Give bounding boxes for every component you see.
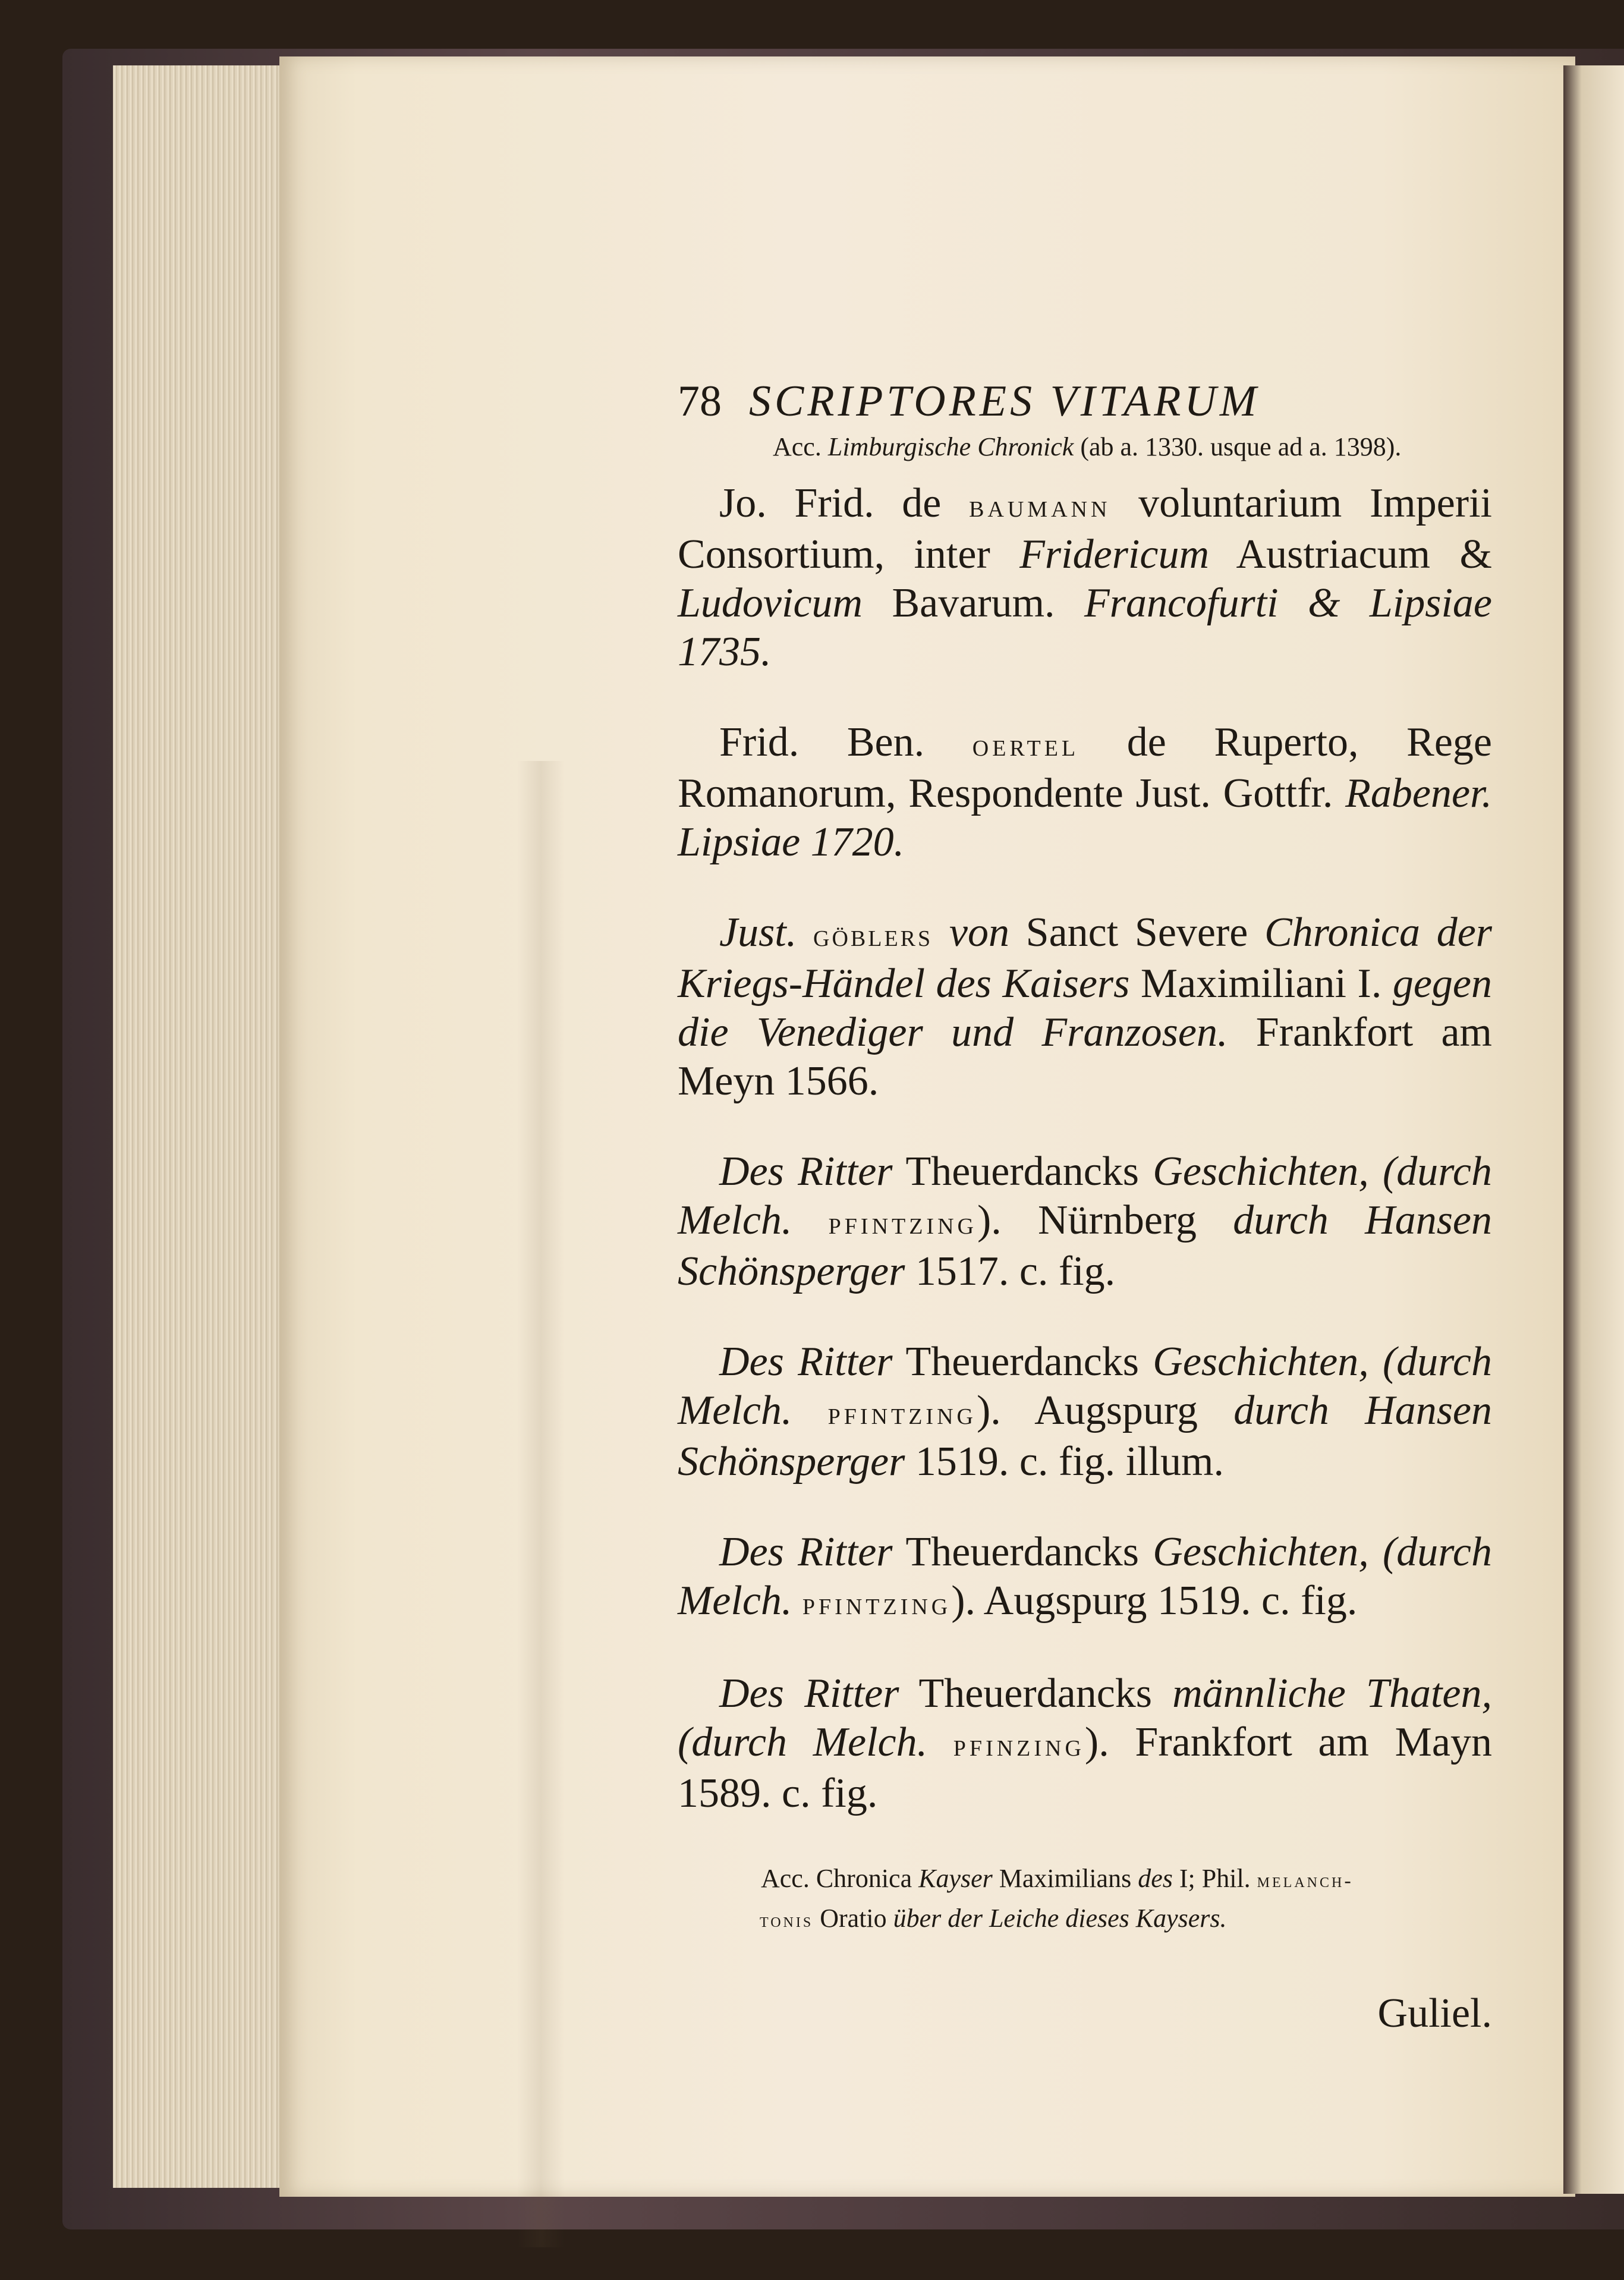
author-name: göblers bbox=[813, 917, 933, 953]
page-number: 78 bbox=[678, 377, 722, 426]
author-name: oertel bbox=[972, 727, 1079, 763]
year-range: (ab a. 1330. usque ad a. 1398). bbox=[1080, 432, 1402, 461]
facing-page-edge bbox=[1563, 65, 1624, 2194]
entry-goebler: Just. göblers von Sanct Severe Chronica der Kriegs-Händel des Kaisers Maximiliani I. gegen die Venediger und Franzosen. Frankfort am Meyn 1566. bbox=[678, 910, 1493, 1104]
author-name: pfinzing bbox=[953, 1726, 1085, 1763]
author-name: pfintzing bbox=[828, 1205, 977, 1241]
acc-label: Acc. bbox=[773, 432, 822, 461]
author-name: pfintzing bbox=[802, 1585, 952, 1621]
author-name: melanch- bbox=[1257, 1869, 1354, 1892]
entry-theuerdanck-1517: Des Ritter Theuerdancks Geschichten, (durch Melch. pfintzing). Nürnberg durch Hansen Schönsperger 1517. c. fig. bbox=[678, 1149, 1493, 1294]
author-name: baumann bbox=[969, 488, 1111, 524]
footnote: Acc. Chronica Kayser Maximilians des I; Phil. melanch- tonis Oratio über der Leiche dieses Kaysers. bbox=[760, 1864, 1354, 1933]
entry-baumann: Jo. Frid. de baumann voluntarium Imperii Consortium, inter Fridericum Austriacum & Ludovicum Bavarum. Francofurti & Lipsiae 1735. bbox=[678, 480, 1492, 675]
page-text bbox=[678, 375, 1492, 2038]
chronicle-title: Limburgische Chronick bbox=[827, 432, 1074, 461]
entry-theuerdanck-1589: Des Ritter Theuerdancks männliche Thaten, (durch Melch. pfinzing). Frankfort am Mayn 1589. c. fig. bbox=[678, 1671, 1492, 1816]
entry-theuerdanck-1519: Des Ritter Theuerdancks Geschichten, (durch Melch. pfintzing). Augspurg 1519. c. fig. bbox=[678, 1529, 1492, 1624]
running-title: SCRIPTORES VITARUM bbox=[749, 377, 1260, 426]
entry-oertel: Frid. Ben. oertel de Ruperto, Rege Romanorum, Respondente Just. Gottfr. Rabener. Lipsiae 1720. bbox=[678, 719, 1492, 865]
page-fold-shadow bbox=[517, 761, 565, 2247]
accession-note bbox=[773, 428, 1492, 466]
author-name: pfintzing bbox=[827, 1395, 977, 1431]
author-name: tonis bbox=[760, 1909, 814, 1932]
page-edges bbox=[113, 65, 291, 2188]
entry-theuerdanck-1519-illum: Des Ritter Theuerdancks Geschichten, (durch Melch. pfintzing). Augspurg durch Hansen Schönsperger 1519. c. fig. illum. bbox=[678, 1339, 1493, 1485]
catchword: Guliel. bbox=[1377, 1990, 1492, 2036]
running-head bbox=[678, 375, 1492, 428]
